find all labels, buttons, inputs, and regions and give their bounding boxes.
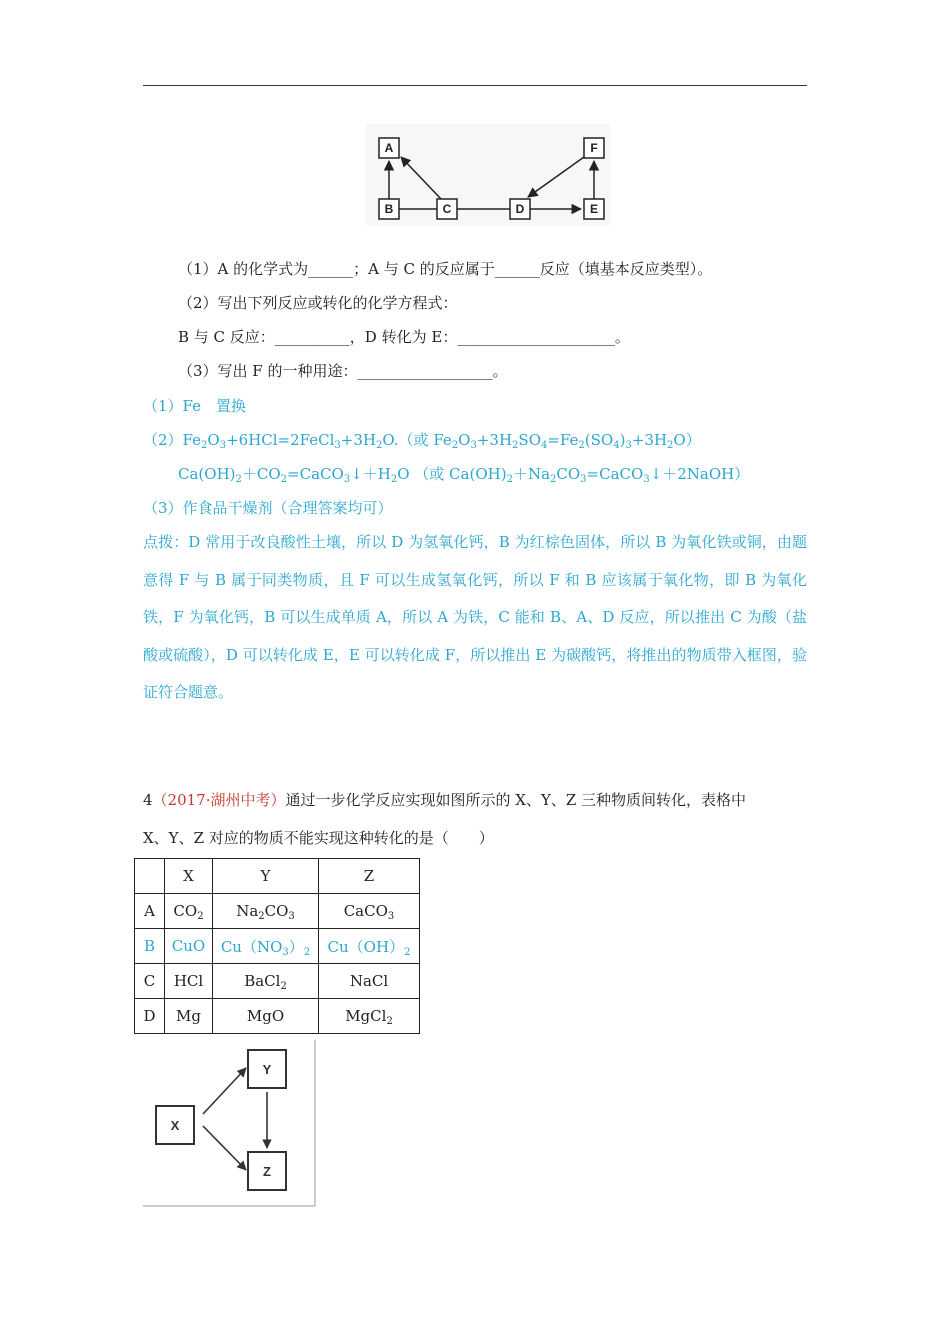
node-F: F <box>590 141 598 155</box>
header-rule <box>143 85 807 86</box>
node-B: B <box>384 202 394 216</box>
node-C: C <box>442 202 452 216</box>
q3-part3: （3）写出 F 的一种用途：__________________。 <box>178 362 508 380</box>
node-Y: Y <box>262 1062 272 1077</box>
cell-D-Y: MgO <box>213 999 319 1034</box>
table-row-D <box>135 999 420 1034</box>
cell-C-Z: NaCl <box>319 964 420 999</box>
cell-D-X: Mg <box>165 999 213 1034</box>
cell-C-X: HCl <box>165 964 213 999</box>
row-label: D <box>135 999 165 1034</box>
node-D: D <box>515 202 525 216</box>
q3-part2: （2）写出下列反应或转化的化学方程式： <box>178 294 458 312</box>
q3-part2-blanks: B 与 C 反应：__________，D 转化为 E：_____________________。 <box>178 328 630 346</box>
table-row-C <box>135 964 420 999</box>
answer-2-prefix: （2） <box>143 431 183 449</box>
q4-line2: X、Y、Z 对应的物质不能实现这种转化的是（ ） <box>143 829 494 847</box>
table-row-A <box>135 894 420 929</box>
node-A: A <box>384 141 394 155</box>
cell-A-Y: $Na_2CO_3$ <box>213 894 319 929</box>
header-cell: X <box>165 859 213 894</box>
row-label: C <box>135 964 165 999</box>
cell-A-X: $CO_2$ <box>165 894 213 929</box>
cell-B-Y: $Cu(NO_3)_2$ <box>213 929 319 964</box>
cell-B-Z: $Cu(OH)_2$ <box>319 929 420 964</box>
table-row-B <box>135 929 420 964</box>
reaction-diagram-1 <box>366 124 610 226</box>
q4-options-table <box>134 858 420 1034</box>
reaction-diagram-2 <box>143 1040 317 1208</box>
node-E: E <box>589 202 599 216</box>
analysis-paragraph: 点拨：D 常用于改良酸性土壤，所以 D 为氢氧化钙，B 为红棕色固体，所以 B 为氧化铁或铜，由题意得 F 与 B 属于同类物质，且 F 可以生成氢氧化钙，所以 F 和 B 应该属于氧化物，即 B 为氧化铁，F 为氧化钙，B 可以生成单质 A，所以 A 为铁，C 能和 B、A、D 反应，所以推出 C 为酸（盐酸或硫酸），D 可以转化成 E，E 可以转化成 F，所以推出 E 为碳酸钙，将推出的物质带入框图，验证符合题意。 <box>143 533 807 701</box>
cell-C-Y: BaCl$_2$ <box>213 964 319 999</box>
q4-line1 <box>143 790 746 810</box>
table-header-row <box>135 859 420 894</box>
q4-number: 4 <box>143 791 153 809</box>
cell-D-Z: MgCl$_2$ <box>319 999 420 1034</box>
answer-1: （1）Fe 置换 <box>143 397 247 415</box>
equation-1: $Fe_2O_3+6HCl=2FeCl_3+3H_2O$.（或 $Fe_2O_3+3H_2SO_4=Fe_2(SO_4)_3+3H_2O$） <box>182 431 701 451</box>
q4-source: （2017·湖州中考） <box>152 791 286 809</box>
node-X: X <box>170 1118 180 1133</box>
cell-A-Z: CaCO$_3$ <box>319 894 420 929</box>
row-label: B <box>135 929 165 964</box>
header-cell: Y <box>213 859 319 894</box>
header-cell: Z <box>319 859 420 894</box>
row-label: A <box>135 894 165 929</box>
header-cell <box>135 859 165 894</box>
equation-2: $Ca(OH)_2+CO_2=CaCO_3↓+H_2O$ （或 $Ca(OH)_2+Na_2CO_3=CaCO_3↓+2NaOH$） <box>178 465 750 485</box>
node-Z: Z <box>263 1164 271 1179</box>
cell-B-X: CuO <box>165 929 213 964</box>
q3-part1: （1）A 的化学式为______；A 与 C 的反应属于______反应（填基本反应类型）。 <box>178 260 713 278</box>
answer-2-line1 <box>143 430 701 450</box>
q4-text1: 通过一步化学反应实现如图所示的 X、Y、Z 三种物质间转化，表格中 <box>285 791 747 809</box>
answer-3: （3）作食品干燥剂（合理答案均可） <box>143 499 393 517</box>
